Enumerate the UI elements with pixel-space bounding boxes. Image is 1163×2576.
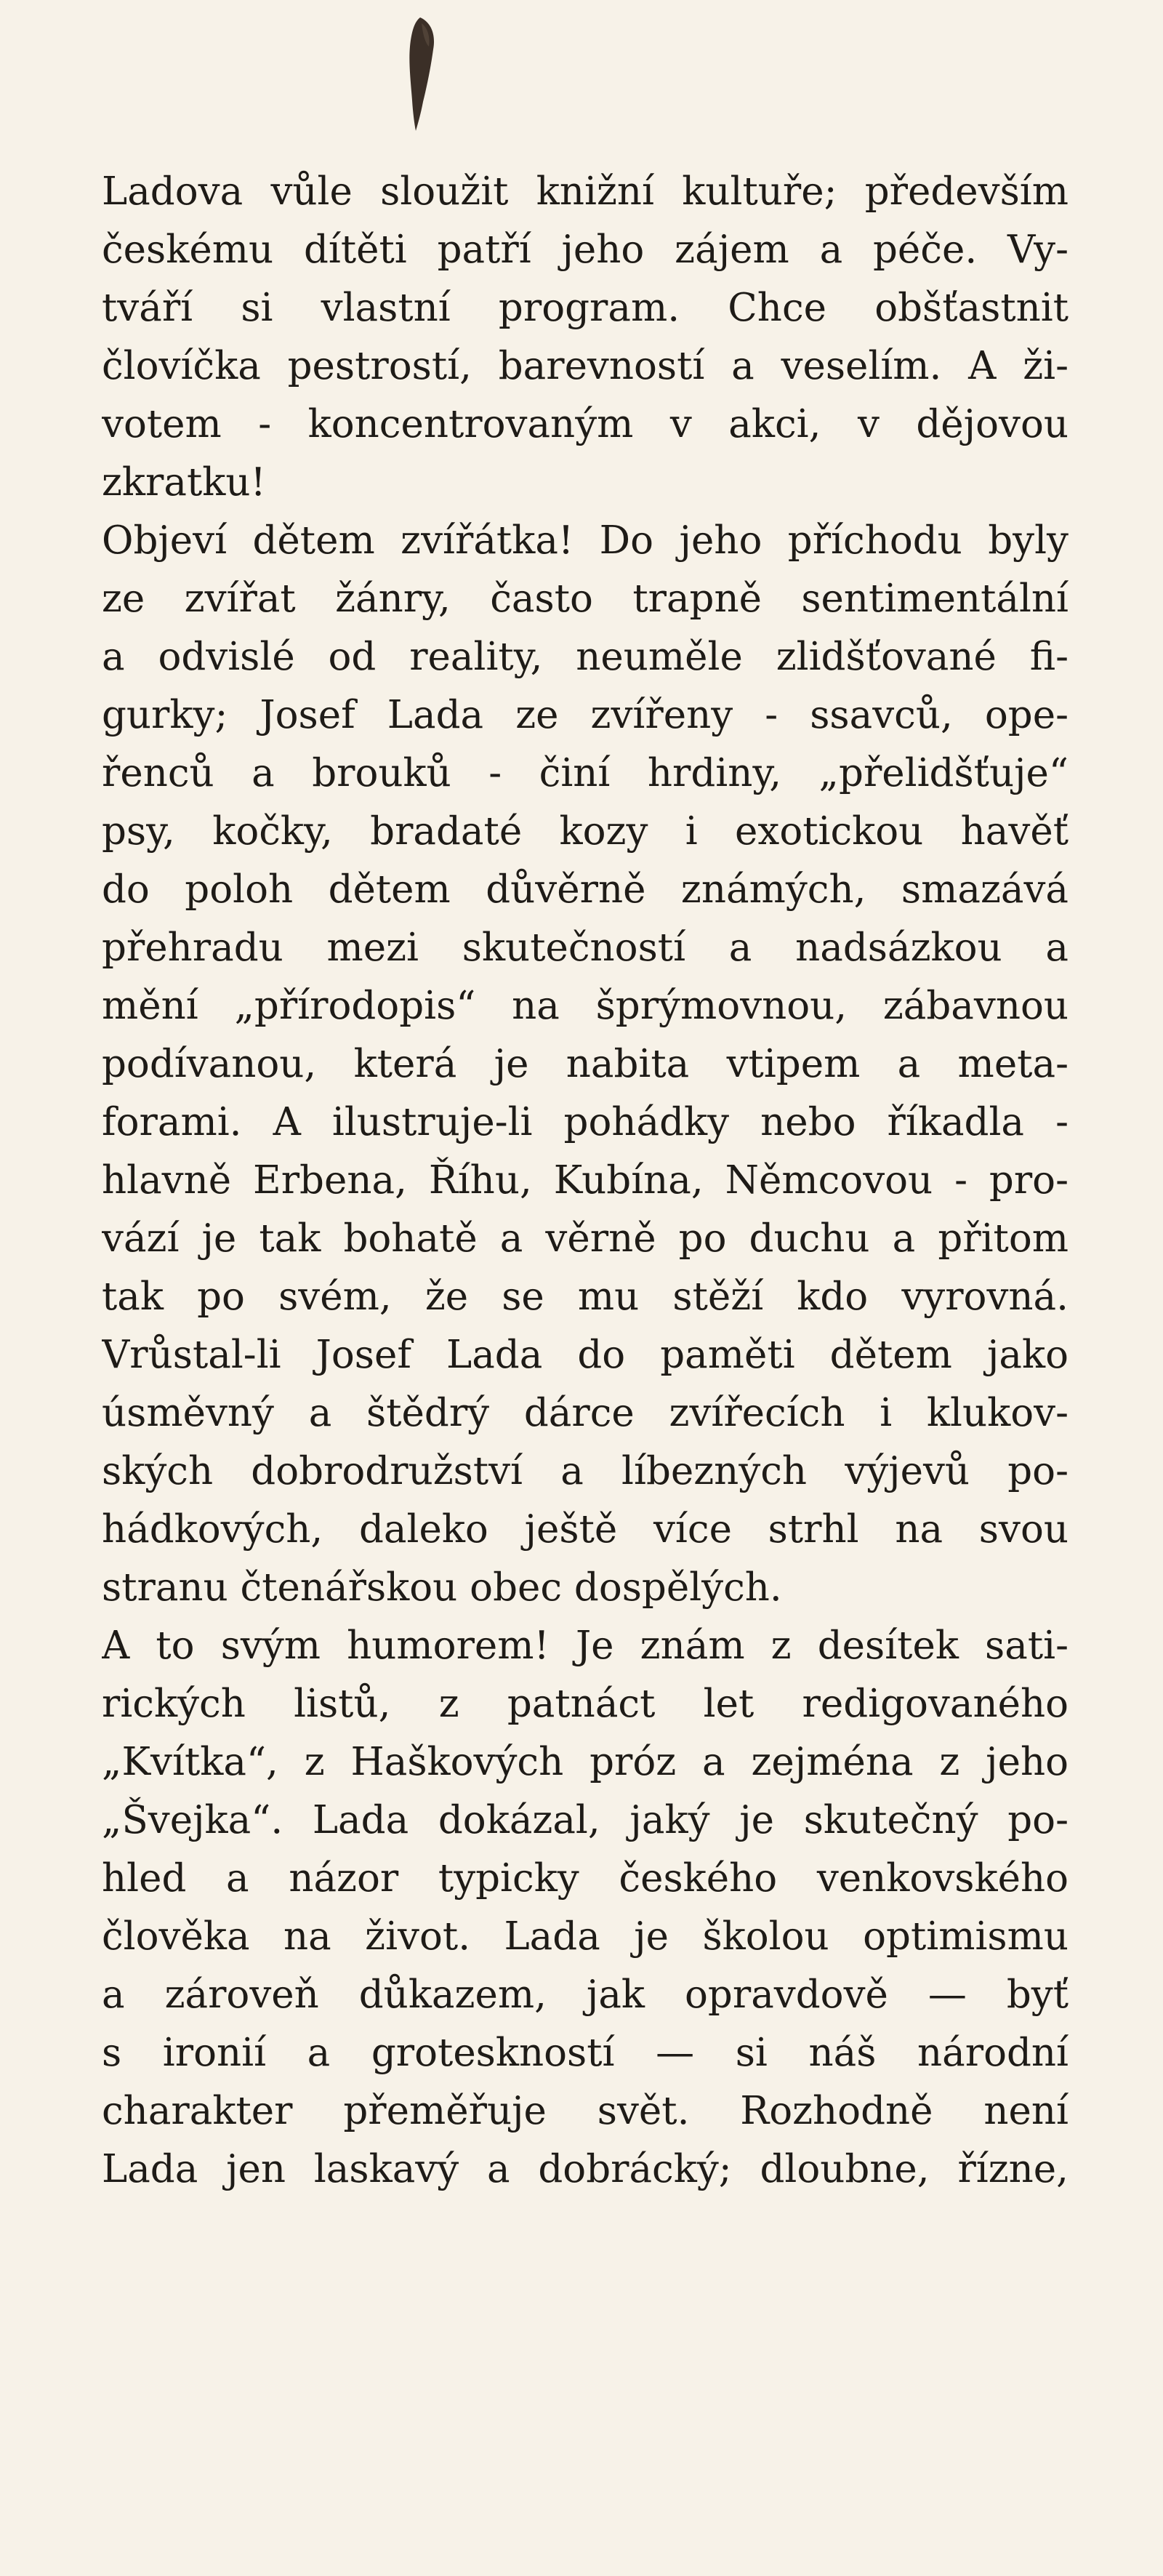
text-line: úsměvný a štědrý dárce zvířecích i klukov- xyxy=(102,1391,1069,1435)
text-line: charakter přeměřuje svět. Rozhodně není xyxy=(102,2089,1069,2133)
text-line: přehradu mezi skutečností a nadsázkou a xyxy=(102,926,1069,970)
text-line: do poloh dětem důvěrně známých, smazává xyxy=(102,867,1069,912)
text-line: člověka na život. Lada je školou optimismu xyxy=(102,1914,1069,1959)
text-line: forami. A ilustruje-li pohádky nebo říkadla - xyxy=(102,1100,1069,1144)
text-line: tak po svém, že se mu stěží kdo vyrovná. xyxy=(102,1275,1069,1319)
text-line: hled a názor typicky českého venkovského xyxy=(102,1856,1069,1901)
text-line: a odvislé od reality, neuměle zlidšťované fi- xyxy=(102,635,1069,679)
text-line: Ladova vůle sloužit knižní kultuře; především xyxy=(102,169,1069,214)
text-line: človíčka pestrostí, barevností a veselím. A ži- xyxy=(102,344,1069,388)
text-line: ze zvířat žánry, často trapně sentimentální xyxy=(102,577,1069,621)
text-line: s ironií a groteskností — si náš národní xyxy=(102,2031,1069,2075)
text-line: psy, kočky, bradaté kozy i exotickou havěť xyxy=(102,809,1069,854)
text-line: „Kvítka“, z Haškových próz a zejména z jeho xyxy=(102,1740,1069,1784)
text-line: ských dobrodružství a líbezných výjevů po- xyxy=(102,1449,1069,1493)
text-line: A to svým humorem! Je znám z desítek sati- xyxy=(102,1624,1069,1668)
text-line: rických listů, z patnáct let redigovaného xyxy=(102,1682,1069,1726)
text-line: a zároveň důkazem, jak opravdově — byť xyxy=(102,1973,1069,2017)
body-text xyxy=(102,163,1069,2199)
text-line: mění „přírodopis“ na šprýmovnou, zábavnou xyxy=(102,984,1069,1028)
text-line: vází je tak bohatě a věrně po duchu a přitom xyxy=(102,1216,1069,1261)
text-line: stranu čtenářskou obec dospělých. xyxy=(102,1565,782,1610)
text-line: tváří si vlastní program. Chce obšťastnit xyxy=(102,286,1069,330)
text-line: Vrůstal-li Josef Lada do paměti dětem jako xyxy=(102,1333,1069,1377)
text-line: řenců a brouků - činí hrdiny, „přelidšťuje“ xyxy=(102,751,1069,795)
text-line: Lada jen laskavý a dobrácký; dloubne, řízne, xyxy=(102,2147,1069,2191)
text-line: „Švejka“. Lada dokázal, jaký je skutečný po- xyxy=(102,1798,1069,1842)
ink-blot-mark xyxy=(398,15,442,135)
text-line: českému dítěti patří jeho zájem a péče. Vy- xyxy=(102,228,1069,272)
text-line: gurky; Josef Lada ze zvířeny - ssavců, ope- xyxy=(102,693,1069,737)
text-line: zkratku! xyxy=(102,460,266,505)
text-line: votem - koncentrovaným v akci, v dějovou xyxy=(102,402,1069,446)
text-line: hádkových, daleko ještě více strhl na svou xyxy=(102,1507,1069,1552)
text-line: hlavně Erbena, Říhu, Kubína, Němcovou - pro- xyxy=(102,1158,1069,1203)
text-line: Objeví dětem zvířátka! Do jeho příchodu byly xyxy=(102,518,1069,563)
text-line: podívanou, která je nabita vtipem a meta- xyxy=(102,1042,1069,1086)
